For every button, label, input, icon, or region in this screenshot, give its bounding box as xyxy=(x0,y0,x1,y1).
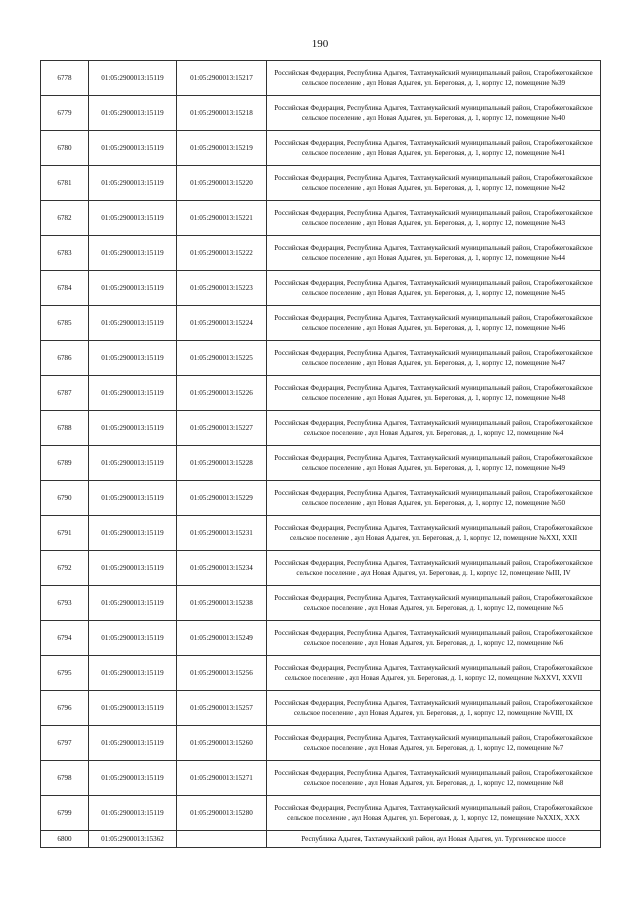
cadastral-number-cell: 01:05:2900013:15218 xyxy=(177,96,267,131)
cadastral-number-cell: 01:05:2900013:15234 xyxy=(177,551,267,586)
table-row xyxy=(41,411,601,446)
parent-cadastral-number-cell: 01:05:2900013:15119 xyxy=(89,376,177,411)
cadastral-number-cell: 01:05:2900013:15271 xyxy=(177,761,267,796)
cadastral-number-cell: 01:05:2900013:15260 xyxy=(177,726,267,761)
parent-cadastral-number-cell: 01:05:2900013:15119 xyxy=(89,516,177,551)
address-cell: Российская Федерация, Республика Адыгея, Тахтамукайский муниципальный район, Старобжегокайское сельское поселение , аул Новая Адыгея, ул. Береговая, д. 1, корпус 12, помещение №47 xyxy=(267,341,601,376)
table-row xyxy=(41,796,601,831)
cadastral-number-cell: 01:05:2900013:15224 xyxy=(177,306,267,341)
cadastral-number-cell: 01:05:2900013:15219 xyxy=(177,131,267,166)
row-number-cell: 6794 xyxy=(41,621,89,656)
cadastral-number-cell: 01:05:2900013:15249 xyxy=(177,621,267,656)
cadastral-number-cell: 01:05:2900013:15256 xyxy=(177,656,267,691)
cadastral-number-cell: 01:05:2900013:15228 xyxy=(177,446,267,481)
parent-cadastral-number-cell: 01:05:2900013:15119 xyxy=(89,726,177,761)
table-row xyxy=(41,551,601,586)
address-cell: Республика Адыгея, Тахтамукайский район, аул Новая Адыгея, ул. Тургеневское шоссе xyxy=(267,831,601,848)
parent-cadastral-number-cell: 01:05:2900013:15119 xyxy=(89,201,177,236)
table-row xyxy=(41,271,601,306)
registry-table-body xyxy=(41,61,601,848)
cadastral-number-cell xyxy=(177,831,267,848)
row-number-cell: 6788 xyxy=(41,411,89,446)
address-cell: Российская Федерация, Республика Адыгея, Тахтамукайский муниципальный район, Старобжегокайское сельское поселение , аул Новая Адыгея, ул. Береговая, д. 1, корпус 12, помещение №XXVI, XXVII xyxy=(267,656,601,691)
address-cell: Российская Федерация, Республика Адыгея, Тахтамукайский муниципальный район, Старобжегокайское сельское поселение , аул Новая Адыгея, ул. Береговая, д. 1, корпус 12, помещение №48 xyxy=(267,376,601,411)
parent-cadastral-number-cell: 01:05:2900013:15362 xyxy=(89,831,177,848)
table-row xyxy=(41,621,601,656)
table-row xyxy=(41,831,601,848)
cadastral-number-cell: 01:05:2900013:15257 xyxy=(177,691,267,726)
parent-cadastral-number-cell: 01:05:2900013:15119 xyxy=(89,796,177,831)
address-cell: Российская Федерация, Республика Адыгея, Тахтамукайский муниципальный район, Старобжегокайское сельское поселение , аул Новая Адыгея, ул. Береговая, д. 1, корпус 12, помещение №VIII, IX xyxy=(267,691,601,726)
address-cell: Российская Федерация, Республика Адыгея, Тахтамукайский муниципальный район, Старобжегокайское сельское поселение , аул Новая Адыгея, ул. Береговая, д. 1, корпус 12, помещение №42 xyxy=(267,166,601,201)
address-cell: Российская Федерация, Республика Адыгея, Тахтамукайский муниципальный район, Старобжегокайское сельское поселение , аул Новая Адыгея, ул. Береговая, д. 1, корпус 12, помещение №XXI, XXII xyxy=(267,516,601,551)
address-cell: Российская Федерация, Республика Адыгея, Тахтамукайский муниципальный район, Старобжегокайское сельское поселение , аул Новая Адыгея, ул. Береговая, д. 1, корпус 12, помещение №43 xyxy=(267,201,601,236)
cadastral-number-cell: 01:05:2900013:15280 xyxy=(177,796,267,831)
address-cell: Российская Федерация, Республика Адыгея, Тахтамукайский муниципальный район, Старобжегокайское сельское поселение , аул Новая Адыгея, ул. Береговая, д. 1, корпус 12, помещение №7 xyxy=(267,726,601,761)
table-row xyxy=(41,61,601,96)
table-row xyxy=(41,341,601,376)
parent-cadastral-number-cell: 01:05:2900013:15119 xyxy=(89,656,177,691)
row-number-cell: 6778 xyxy=(41,61,89,96)
table-row xyxy=(41,376,601,411)
table-row xyxy=(41,131,601,166)
parent-cadastral-number-cell: 01:05:2900013:15119 xyxy=(89,306,177,341)
row-number-cell: 6786 xyxy=(41,341,89,376)
address-cell: Российская Федерация, Республика Адыгея, Тахтамукайский муниципальный район, Старобжегокайское сельское поселение , аул Новая Адыгея, ул. Береговая, д. 1, корпус 12, помещение №4 xyxy=(267,411,601,446)
table-row xyxy=(41,761,601,796)
table-row xyxy=(41,691,601,726)
cadastral-number-cell: 01:05:2900013:15229 xyxy=(177,481,267,516)
row-number-cell: 6791 xyxy=(41,516,89,551)
parent-cadastral-number-cell: 01:05:2900013:15119 xyxy=(89,236,177,271)
parent-cadastral-number-cell: 01:05:2900013:15119 xyxy=(89,411,177,446)
page-number: 190 xyxy=(311,38,329,50)
row-number-cell: 6799 xyxy=(41,796,89,831)
address-cell: Российская Федерация, Республика Адыгея, Тахтамукайский муниципальный район, Старобжегокайское сельское поселение , аул Новая Адыгея, ул. Береговая, д. 1, корпус 12, помещение №50 xyxy=(267,481,601,516)
row-number-cell: 6789 xyxy=(41,446,89,481)
table-row xyxy=(41,516,601,551)
cadastral-number-cell: 01:05:2900013:15227 xyxy=(177,411,267,446)
address-cell: Российская Федерация, Республика Адыгея, Тахтамукайский муниципальный район, Старобжегокайское сельское поселение , аул Новая Адыгея, ул. Береговая, д. 1, корпус 12, помещение №46 xyxy=(267,306,601,341)
parent-cadastral-number-cell: 01:05:2900013:15119 xyxy=(89,446,177,481)
row-number-cell: 6779 xyxy=(41,96,89,131)
cadastral-number-cell: 01:05:2900013:15221 xyxy=(177,201,267,236)
table-row xyxy=(41,586,601,621)
table-row xyxy=(41,481,601,516)
address-cell: Российская Федерация, Республика Адыгея, Тахтамукайский муниципальный район, Старобжегокайское сельское поселение , аул Новая Адыгея, ул. Береговая, д. 1, корпус 12, помещение №III, IV xyxy=(267,551,601,586)
address-cell: Российская Федерация, Республика Адыгея, Тахтамукайский муниципальный район, Старобжегокайское сельское поселение , аул Новая Адыгея, ул. Береговая, д. 1, корпус 12, помещение №44 xyxy=(267,236,601,271)
table-row xyxy=(41,656,601,691)
cadastral-number-cell: 01:05:2900013:15225 xyxy=(177,341,267,376)
parent-cadastral-number-cell: 01:05:2900013:15119 xyxy=(89,761,177,796)
address-cell: Российская Федерация, Республика Адыгея, Тахтамукайский муниципальный район, Старобжегокайское сельское поселение , аул Новая Адыгея, ул. Береговая, д. 1, корпус 12, помещение №49 xyxy=(267,446,601,481)
registry-table xyxy=(40,60,601,848)
cadastral-number-cell: 01:05:2900013:15231 xyxy=(177,516,267,551)
parent-cadastral-number-cell: 01:05:2900013:15119 xyxy=(89,166,177,201)
table-row xyxy=(41,726,601,761)
table-row xyxy=(41,236,601,271)
row-number-cell: 6800 xyxy=(41,831,89,848)
cadastral-number-cell: 01:05:2900013:15220 xyxy=(177,166,267,201)
row-number-cell: 6795 xyxy=(41,656,89,691)
row-number-cell: 6784 xyxy=(41,271,89,306)
row-number-cell: 6790 xyxy=(41,481,89,516)
row-number-cell: 6781 xyxy=(41,166,89,201)
row-number-cell: 6782 xyxy=(41,201,89,236)
row-number-cell: 6780 xyxy=(41,131,89,166)
parent-cadastral-number-cell: 01:05:2900013:15119 xyxy=(89,271,177,306)
parent-cadastral-number-cell: 01:05:2900013:15119 xyxy=(89,621,177,656)
cadastral-number-cell: 01:05:2900013:15238 xyxy=(177,586,267,621)
address-cell: Российская Федерация, Республика Адыгея, Тахтамукайский муниципальный район, Старобжегокайское сельское поселение , аул Новая Адыгея, ул. Береговая, д. 1, корпус 12, помещение №41 xyxy=(267,131,601,166)
address-cell: Российская Федерация, Республика Адыгея, Тахтамукайский муниципальный район, Старобжегокайское сельское поселение , аул Новая Адыгея, ул. Береговая, д. 1, корпус 12, помещение №5 xyxy=(267,586,601,621)
cadastral-number-cell: 01:05:2900013:15222 xyxy=(177,236,267,271)
parent-cadastral-number-cell: 01:05:2900013:15119 xyxy=(89,61,177,96)
parent-cadastral-number-cell: 01:05:2900013:15119 xyxy=(89,691,177,726)
parent-cadastral-number-cell: 01:05:2900013:15119 xyxy=(89,96,177,131)
address-cell: Российская Федерация, Республика Адыгея, Тахтамукайский муниципальный район, Старобжегокайское сельское поселение , аул Новая Адыгея, ул. Береговая, д. 1, корпус 12, помещение №8 xyxy=(267,761,601,796)
cadastral-number-cell: 01:05:2900013:15226 xyxy=(177,376,267,411)
address-cell: Российская Федерация, Республика Адыгея, Тахтамукайский муниципальный район, Старобжегокайское сельское поселение , аул Новая Адыгея, ул. Береговая, д. 1, корпус 12, помещение №40 xyxy=(267,96,601,131)
row-number-cell: 6783 xyxy=(41,236,89,271)
row-number-cell: 6796 xyxy=(41,691,89,726)
row-number-cell: 6787 xyxy=(41,376,89,411)
parent-cadastral-number-cell: 01:05:2900013:15119 xyxy=(89,131,177,166)
address-cell: Российская Федерация, Республика Адыгея, Тахтамукайский муниципальный район, Старобжегокайское сельское поселение , аул Новая Адыгея, ул. Береговая, д. 1, корпус 12, помещение №45 xyxy=(267,271,601,306)
table-row xyxy=(41,201,601,236)
address-cell: Российская Федерация, Республика Адыгея, Тахтамукайский муниципальный район, Старобжегокайское сельское поселение , аул Новая Адыгея, ул. Береговая, д. 1, корпус 12, помещение №39 xyxy=(267,61,601,96)
parent-cadastral-number-cell: 01:05:2900013:15119 xyxy=(89,481,177,516)
table-row xyxy=(41,166,601,201)
address-cell: Российская Федерация, Республика Адыгея, Тахтамукайский муниципальный район, Старобжегокайское сельское поселение , аул Новая Адыгея, ул. Береговая, д. 1, корпус 12, помещение №XXIX, XXX xyxy=(267,796,601,831)
parent-cadastral-number-cell: 01:05:2900013:15119 xyxy=(89,341,177,376)
row-number-cell: 6793 xyxy=(41,586,89,621)
row-number-cell: 6797 xyxy=(41,726,89,761)
address-cell: Российская Федерация, Республика Адыгея, Тахтамукайский муниципальный район, Старобжегокайское сельское поселение , аул Новая Адыгея, ул. Береговая, д. 1, корпус 12, помещение №6 xyxy=(267,621,601,656)
cadastral-number-cell: 01:05:2900013:15217 xyxy=(177,61,267,96)
table-row xyxy=(41,306,601,341)
parent-cadastral-number-cell: 01:05:2900013:15119 xyxy=(89,551,177,586)
table-row xyxy=(41,96,601,131)
table-row xyxy=(41,446,601,481)
row-number-cell: 6792 xyxy=(41,551,89,586)
cadastral-number-cell: 01:05:2900013:15223 xyxy=(177,271,267,306)
parent-cadastral-number-cell: 01:05:2900013:15119 xyxy=(89,586,177,621)
row-number-cell: 6798 xyxy=(41,761,89,796)
row-number-cell: 6785 xyxy=(41,306,89,341)
